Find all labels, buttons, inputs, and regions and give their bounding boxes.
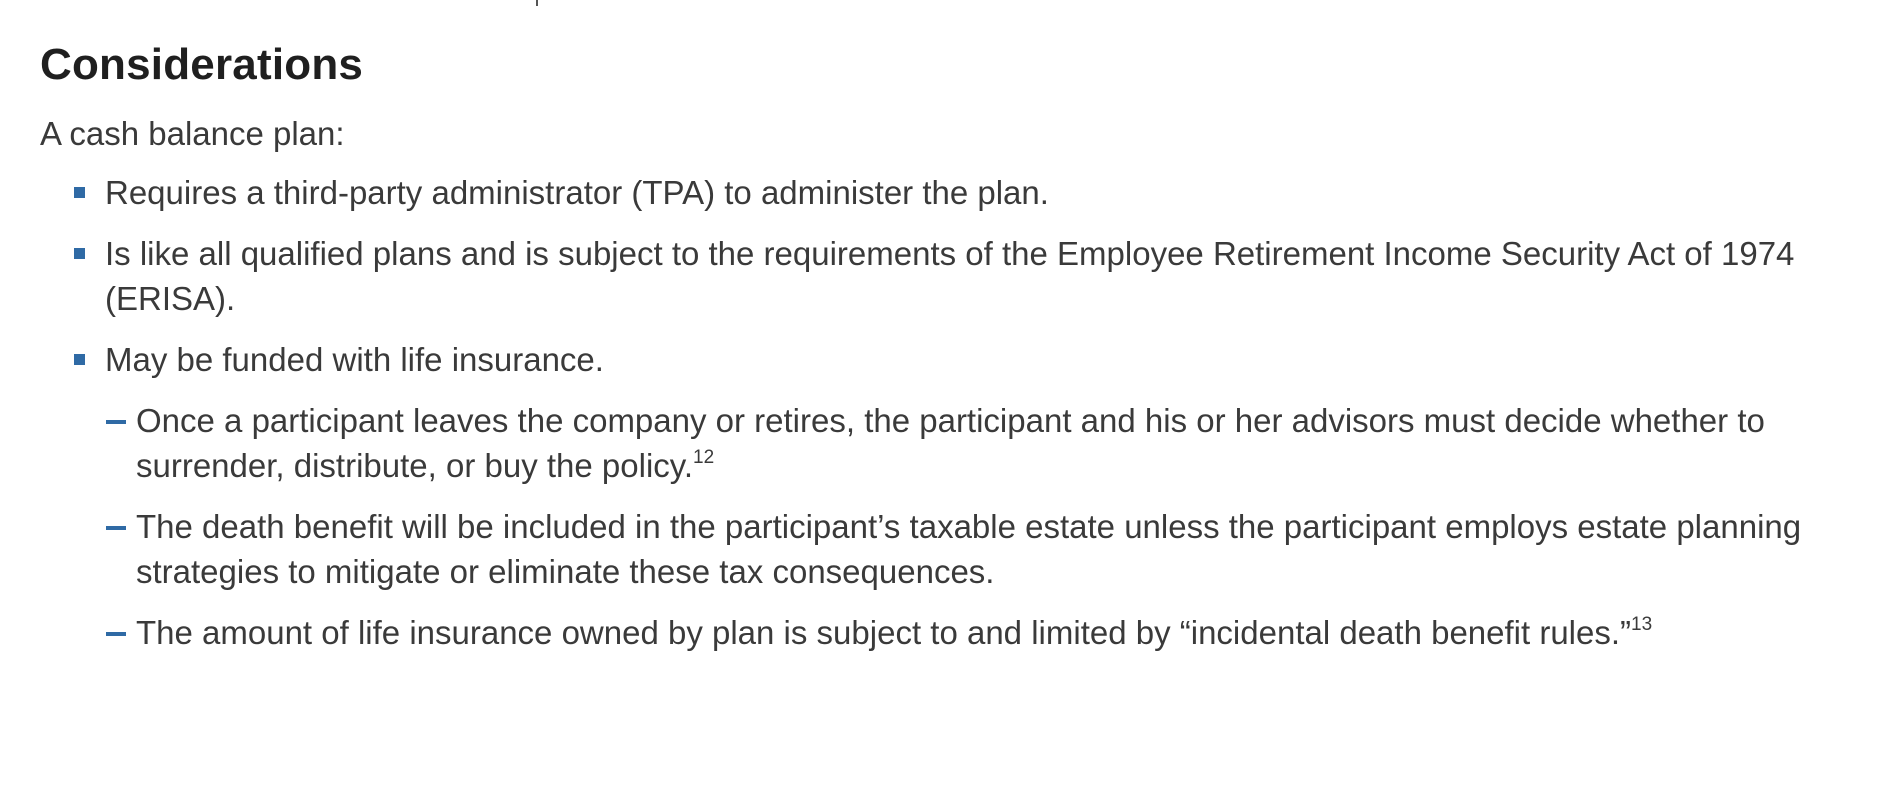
- square-bullet-icon: [74, 187, 85, 198]
- sub-list-item-text: The death benefit will be included in the participant’s taxable estate unless the participant employs estate planning strategies to mitigate or eliminate these tax consequences.: [136, 508, 1802, 590]
- section-heading: Considerations: [40, 40, 364, 89]
- dash-bullet-icon: [106, 526, 126, 530]
- dash-bullet-icon: [106, 420, 126, 424]
- footnote-ref[interactable]: 12: [693, 447, 715, 468]
- sub-list-item-text: The amount of life insurance owned by plan is subject to and limited by “incidental death benefit rules.”: [136, 614, 1632, 651]
- list-item: [0, 231, 1886, 321]
- list-item: [0, 337, 1886, 382]
- list-item-text: May be funded with life insurance.: [105, 341, 604, 378]
- list-item: [0, 170, 1886, 215]
- footnote-ref[interactable]: 13: [1631, 614, 1653, 635]
- sub-list-item: [0, 398, 1886, 488]
- cropped-text-fragment: [536, 0, 542, 6]
- sub-list-item: [0, 504, 1886, 594]
- intro-paragraph: A cash balance plan:: [40, 115, 345, 152]
- square-bullet-icon: [74, 354, 85, 365]
- square-bullet-icon: [74, 248, 85, 259]
- sub-list-item: [0, 610, 1886, 655]
- list-item-text: Is like all qualified plans and is subject to the requirements of the Employee Retirement Income Security Act of 1974 (ERISA).: [105, 235, 1795, 317]
- list-item-text: Requires a third-party administrator (TPA) to administer the plan.: [105, 174, 1049, 211]
- considerations-list: [0, 170, 1886, 671]
- dash-bullet-icon: [106, 632, 126, 636]
- sub-list-item-text: Once a participant leaves the company or retires, the participant and his or her advisors must decide whether to surrender, distribute, or buy the policy.: [136, 402, 1765, 484]
